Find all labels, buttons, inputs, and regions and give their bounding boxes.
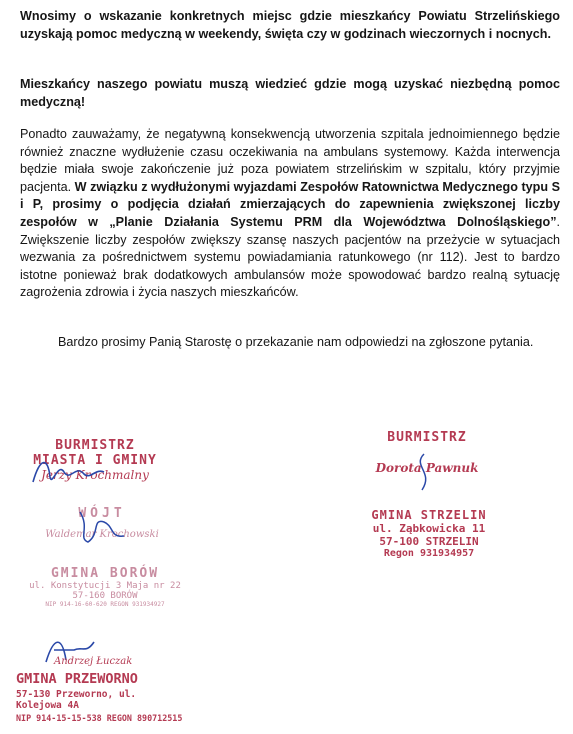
strzelin-address: ul. Ząbkowicka 11	[372, 522, 486, 535]
strzelin-stamp	[344, 508, 514, 559]
signature-left	[28, 452, 108, 492]
body-text-a: Ponadto zauważamy, że negatywną konsekwencją utworzenia szpitala jednoimiennego będzie również znaczne wydłużenie czasu oczekiwania na ambulans systemowy. Każda interwencja będzie miała swoje zakończenie już poza powiatem strzelińskim w szpitalu, który przyjmie pacjenta.	[20, 127, 560, 194]
strzelin-regon: Regon 931934957	[383, 548, 475, 559]
borow-stamp	[20, 566, 190, 608]
strzelin-title: GMINA STRZELIN	[371, 508, 487, 522]
body-text-c: . Zwiększenie liczby zespołów zwiększy szansę naszych pacjentów na przeżycie w sytuacjach wezwania za pośrednictwem systemu powiadamiania ratunkowego (nr 112). Jest to bardzo istotne ponieważ brak dodatkowych ambulansów może spowodować bardzo realną sytuację zagrożenia zdrowia i życia naszych mieszkańców.	[20, 214, 560, 300]
borow-postal: 57-160 BORÓW	[72, 591, 138, 601]
request-paragraph: Wnosimy o wskazanie konkretnych miejsc gdzie mieszkańcy Powiatu Strzelińskiego uzyskają pomoc medyczną w weekendy, święta czy w godzinach wieczornych i nocnych.	[20, 9, 560, 41]
przeworno-title: GMINA PRZEWORNO	[16, 671, 138, 687]
burmistrz-left-name: Jerzy Krochmalny	[41, 468, 149, 482]
borow-address: ul. Konstytucji 3 Maja nr 22	[29, 581, 181, 591]
wojt-title: WÓJT	[78, 506, 126, 521]
przeworno-name: Andrzej Łuczak	[54, 656, 133, 667]
przeworno-stamp	[16, 656, 186, 723]
body-paragraph	[20, 126, 560, 302]
burmistrz-left-title: BURMISTRZ	[55, 438, 135, 453]
burmistrz-left-subtitle: MIASTA I GMINY	[33, 453, 157, 468]
burmistrz-right-name: Dorota Pawnuk	[375, 461, 479, 475]
borow-ids: NIP 914-16-60-620 REGON 931934927	[45, 601, 165, 608]
signature-wojt	[70, 508, 130, 544]
przeworno-ids: NIP 914-15-15-538 REGON 890712515	[16, 713, 183, 723]
strzelin-postal: 57-100 STRZELIN	[379, 535, 479, 548]
burmistrz-right-title: BURMISTRZ	[387, 430, 467, 445]
emphasis-paragraph: Mieszkańcy naszego powiatu muszą wiedzieć gdzie mogą uzyskać niezbędną pomoc medyczną!	[20, 77, 560, 109]
closing-paragraph: Bardzo prosimy Panią Starostę o przekazanie nam odpowiedzi na zgłoszone pytania.	[58, 335, 534, 349]
wojt-name: Waldemar Krochowski	[45, 529, 159, 540]
body-text-bold: W związku z wydłużonymi wyjazdami Zespołów Ratownictwa Medycznego typu S i P, prosimy o podjęcia działań zmierzających do zapewnienia zwiększonej liczby zespołów w „Planie Działania Systemu PRM dla Województwa Dolnośląskiego”	[20, 179, 560, 229]
signature-right	[404, 452, 444, 492]
przeworno-address: 57-130 Przeworno, ul. Kolejowa 4A	[16, 689, 137, 711]
borow-title: GMINA BORÓW	[50, 566, 160, 581]
